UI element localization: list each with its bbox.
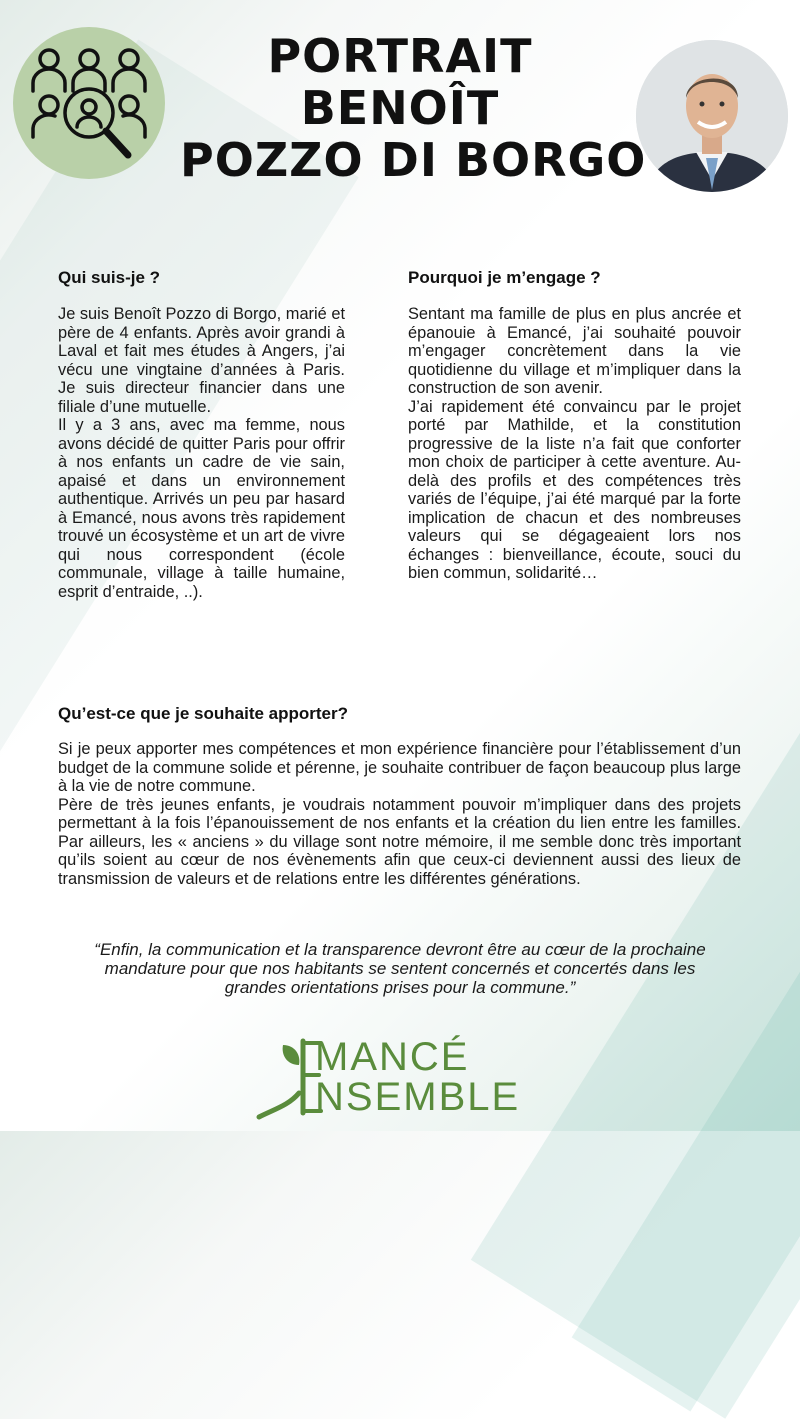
paragraph: Si je peux apporter mes compétences et mon expérience financière pour l’établissement d’un budget de la commune solide et pérenne, je souhaite contribuer de façon beaucoup plus large à la vie de notre commune. — [58, 740, 741, 795]
paragraph: Père de très jeunes enfants, je voudrais notamment pouvoir m’impliquer dans des projets permettant à la fois l’épanouissement de nos enfants et la création du lien entre les familles. Par ailleurs, les « anciens » du village sont notre mémoire, il me semble donc très important qu’ils soient au cœur de nos évènements afin que ceux-ci deviennent aussi des lieux de transmission de valeurs et de relations entre les différentes générations. — [58, 795, 741, 888]
closing-quote: “Enfin, la communication et la transparence devront être au cœur de la prochaine mandature pour que nos habitants se sentent concernés et concertés dans les grandes orientations prises pour la commune.” — [94, 940, 706, 997]
title-line-2: BENOÎT — [300, 81, 500, 135]
paragraph: J’ai rapidement été convaincu par le projet porté par Mathilde, et la constitution progressive de la liste n’a fait que conforter mon choix de participer à cette aventure. Au-delà des profils et des compétences très variés de l’équipe, j’ai été marqué par la forte implication de chacun et des nombreuses valeurs qui se dégageaient lors nos échanges : bienveillance, écoute, souci du bien commun, solidarité… — [408, 397, 741, 582]
title-line-3: POZZO DI BORGO — [180, 133, 647, 187]
paragraph: Il y a 3 ans, avec ma femme, nous avons décidé de quitter Paris pour offrir à nos enfants un cadre de vie sain, apaisé et dans un environnement authentique. Arrivés un peu par hasard à Emancé, nous avons très rapidement trouvé un écosystème et un art de vivre qui nous correspondent (école communale, village à taille humaine, esprit d’entraide, ..). — [58, 416, 345, 601]
section-heading-qui-suis-je: Qui suis-je ? — [58, 268, 161, 287]
section-body-pourquoi — [408, 305, 741, 583]
background-stripe — [471, 581, 800, 1418]
logo-word-emance: MANCÉ — [315, 1035, 470, 1079]
section-body-apporter — [58, 740, 741, 888]
page-title — [180, 29, 647, 187]
section-heading-apporter: Qu’est-ce que je souhaite apporter? — [58, 704, 349, 723]
people-search-icon — [13, 27, 165, 179]
portrait-photo — [636, 40, 788, 192]
emance-ensemble-logo — [255, 1035, 555, 1121]
paragraph: Je suis Benoît Pozzo di Borgo, marié et père de 4 enfants. Après avoir grandi à Laval et fait mes études à Angers, j’ai vécu une vingtaine d’années à Paris. Je suis directeur financier dans une filiale d’une mutuelle. — [58, 305, 345, 416]
title-line-1: PORTRAIT — [267, 29, 533, 83]
paragraph: Sentant ma famille de plus en plus ancrée et épanouie à Emancé, j’ai souhaité pouvoir m’engager concrètement dans la vie quotidienne du village et m’impliquer dans la construction de son avenir. — [408, 305, 741, 397]
logo-word-ensemble: NSEMBLE — [315, 1075, 521, 1119]
section-body-qui-suis-je — [58, 305, 345, 601]
section-heading-pourquoi: Pourquoi je m’engage ? — [408, 268, 601, 287]
background-stripe — [572, 828, 800, 1411]
